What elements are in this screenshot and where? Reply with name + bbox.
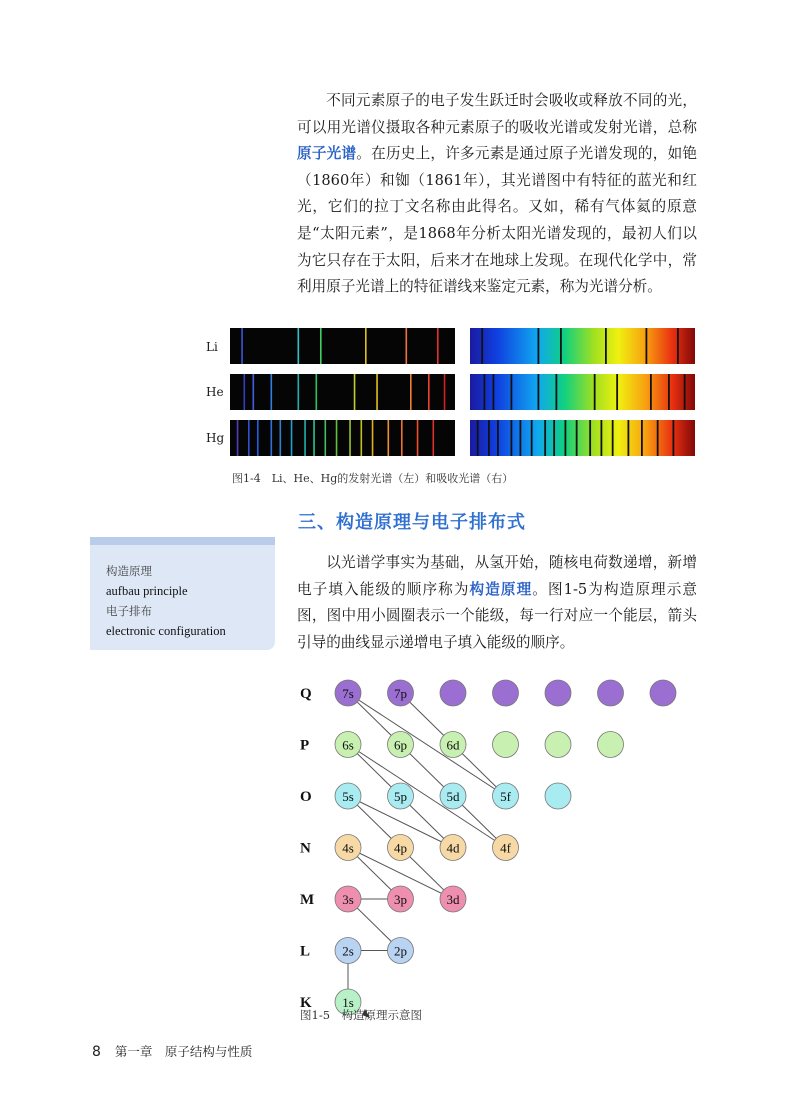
figure-1-4-caption: 图1-4 Li、He、Hg的发射光谱（左）和吸收光谱（右）: [232, 472, 514, 485]
sublevel-3s: 3s: [342, 892, 354, 907]
figure-1-5-caption: 图1-5 构造原理示意图: [300, 1008, 423, 1022]
sublevel-5d: 5d: [446, 789, 460, 804]
absorption-band: [470, 374, 695, 410]
energy-shells: [300, 680, 676, 1015]
emission-line: [271, 420, 273, 456]
emission-line: [417, 420, 419, 456]
spectrum-label-he: He: [206, 385, 224, 399]
absorption-line: [538, 374, 540, 410]
emission-band: [230, 374, 455, 410]
emission-band: [230, 328, 455, 364]
emission-line: [271, 374, 273, 410]
sublevel-3d: 3d: [446, 892, 460, 907]
emission-line: [437, 328, 439, 364]
emission-line: [410, 374, 412, 410]
emission-line: [349, 420, 351, 456]
emission-line: [253, 374, 255, 410]
emission-line: [298, 374, 300, 410]
emission-line: [298, 328, 300, 364]
filling-order-curve: [348, 693, 506, 1002]
aufbau-diagram: [290, 670, 710, 1011]
glossary-term1-en: aufbau principle: [106, 584, 188, 598]
intro-text-1: 不同元素原子的电子发生跃迁时会吸收或释放不同的光，可以用光谱仪摄取各种元素原子的吸收光谱或发射光谱，总称: [297, 92, 697, 136]
shell-label-O: O: [300, 789, 312, 805]
absorption-line: [673, 420, 675, 456]
sublevel-circle: [598, 680, 624, 706]
emission-line: [304, 420, 306, 456]
absorption-line: [493, 374, 495, 410]
filling-order-path: [348, 693, 506, 1018]
glossary-term2-zh: 电子排布: [106, 604, 152, 618]
absorption-line: [628, 420, 630, 456]
absorption-line: [616, 374, 618, 410]
glossary-term2-en: electronic configuration: [106, 624, 226, 638]
absorption-line: [511, 420, 513, 456]
emission-line: [291, 420, 293, 456]
sublevel-1s: 1s: [342, 995, 354, 1010]
chapter-title: 第一章 原子结构与性质: [114, 1044, 253, 1059]
emission-line: [313, 420, 315, 456]
absorption-line: [560, 328, 562, 364]
spectrum-label-hg: Hg: [206, 431, 225, 445]
sublevel-6s: 6s: [342, 737, 354, 753]
absorption-band: [470, 328, 695, 364]
emission-line: [316, 374, 318, 410]
shell-label-N: N: [300, 840, 311, 857]
sublevel-circle: [440, 680, 466, 706]
absorption-line: [484, 374, 486, 410]
emission-line: [444, 374, 446, 410]
emission-spectra: [230, 328, 455, 456]
absorption-line: [511, 374, 513, 410]
aufbau-text-2: 。图1-5为构造原理示意图，图中用小圆圈表示一个能级，每一行对应一个能层，箭头引导的曲线显示递增电子填入能级的顺序。: [297, 580, 697, 651]
sublevel-2p: 2p: [394, 943, 407, 959]
emission-line: [248, 420, 250, 456]
sublevel-4d: 4d: [446, 840, 460, 856]
emission-line: [406, 328, 408, 364]
shell-label-K: K: [300, 995, 312, 1011]
emission-line: [354, 374, 356, 410]
sublevel-7p: 7p: [394, 686, 407, 701]
shell-label-M: M: [300, 892, 315, 908]
sublevel-circle: [545, 732, 571, 758]
emission-line: [388, 420, 390, 456]
absorption-line: [657, 420, 659, 456]
sublevel-4s: 4s: [342, 840, 354, 856]
sublevel-4p: 4p: [394, 840, 407, 856]
sublevel-5p: 5p: [394, 789, 407, 804]
sublevel-6p: 6p: [394, 737, 407, 753]
absorption-line: [553, 420, 555, 456]
emission-line: [257, 420, 259, 456]
sublevel-2s: 2s: [342, 943, 354, 959]
absorption-line: [576, 420, 578, 456]
sublevel-6d: 6d: [446, 737, 460, 753]
term-atomic-spectrum: 原子光谱: [297, 145, 357, 163]
absorption-band: [470, 420, 695, 456]
absorption-line: [646, 328, 648, 364]
emission-band: [230, 420, 455, 456]
absorption-line: [565, 420, 567, 456]
absorption-line: [544, 420, 546, 456]
absorption-line: [601, 420, 603, 456]
shell-label-Q: Q: [300, 686, 312, 702]
emission-line: [365, 328, 367, 364]
absorption-line: [677, 328, 679, 364]
spectra-figure: [200, 326, 700, 466]
absorption-line: [641, 420, 643, 456]
absorption-line: [531, 420, 533, 456]
absorption-line: [477, 420, 479, 456]
emission-line: [320, 328, 322, 364]
absorption-line: [668, 374, 670, 410]
emission-line: [361, 420, 363, 456]
glossary-term1-zh: 构造原理: [106, 564, 152, 578]
emission-line: [241, 328, 243, 364]
glossary-sidebar: [90, 537, 275, 650]
emission-line: [401, 420, 403, 456]
emission-line: [336, 420, 338, 456]
sublevel-5f: 5f: [500, 789, 511, 804]
absorption-line: [594, 374, 596, 410]
absorption-line: [520, 420, 522, 456]
sublevel-circle: [598, 732, 624, 758]
shell-label-L: L: [300, 943, 311, 960]
absorption-line: [488, 420, 490, 456]
aufbau-text-1: 以光谱学事实为基础，从氢开始，随核电荷数递增，新增电子填入能级的顺序称为: [297, 554, 697, 598]
intro-paragraph: [297, 88, 697, 301]
sublevel-circle: [493, 732, 519, 758]
sublevel-circle: [493, 680, 519, 706]
emission-line: [325, 420, 327, 456]
spectrum-label-li: Li: [206, 340, 218, 354]
term-aufbau: 构造原理: [469, 580, 533, 598]
emission-line: [433, 420, 435, 456]
emission-line: [237, 420, 239, 456]
page-footer: [92, 1042, 252, 1060]
absorption-line: [538, 328, 540, 364]
absorption-line: [481, 328, 483, 364]
absorption-line: [684, 374, 686, 410]
absorption-line: [589, 420, 591, 456]
shell-label-P: P: [300, 737, 310, 754]
emission-line: [244, 374, 246, 410]
aufbau-paragraph: [297, 550, 697, 656]
absorption-spectra: [470, 328, 695, 456]
absorption-line: [612, 420, 614, 456]
sublevel-7s: 7s: [342, 686, 354, 701]
absorption-line: [556, 374, 558, 410]
sublevel-circle: [545, 680, 571, 706]
sublevel-circle: [650, 680, 676, 706]
emission-line: [372, 420, 374, 456]
emission-line: [280, 420, 282, 456]
absorption-line: [605, 328, 607, 364]
emission-line: [376, 374, 378, 410]
sublevel-4f: 4f: [500, 840, 511, 856]
emission-line: [428, 374, 430, 410]
absorption-line: [650, 374, 652, 410]
sublevel-circle: [545, 783, 571, 809]
page-number: 8: [92, 1044, 101, 1060]
absorption-line: [497, 420, 499, 456]
sublevel-3p: 3p: [394, 892, 407, 907]
intro-text-2: 。在历史上，许多元素是通过原子光谱发现的，如铯（1860年）和铷（1861年），其光谱图中有特征的蓝光和红光，它们的拉丁文名称由此得名。又如，稀有气体氦的原意是“太阳元素”，是1868年分析太阳光谱发现的，最初人们以为它只存在于太阳，后来才在地球上发现。在现代化学中，常利用原子光谱上的特征谱线来鉴定元素，称为光谱分析。: [297, 145, 697, 296]
sublevel-5s: 5s: [342, 789, 354, 804]
section-title: 三、构造原理与电子排布式: [298, 512, 526, 533]
